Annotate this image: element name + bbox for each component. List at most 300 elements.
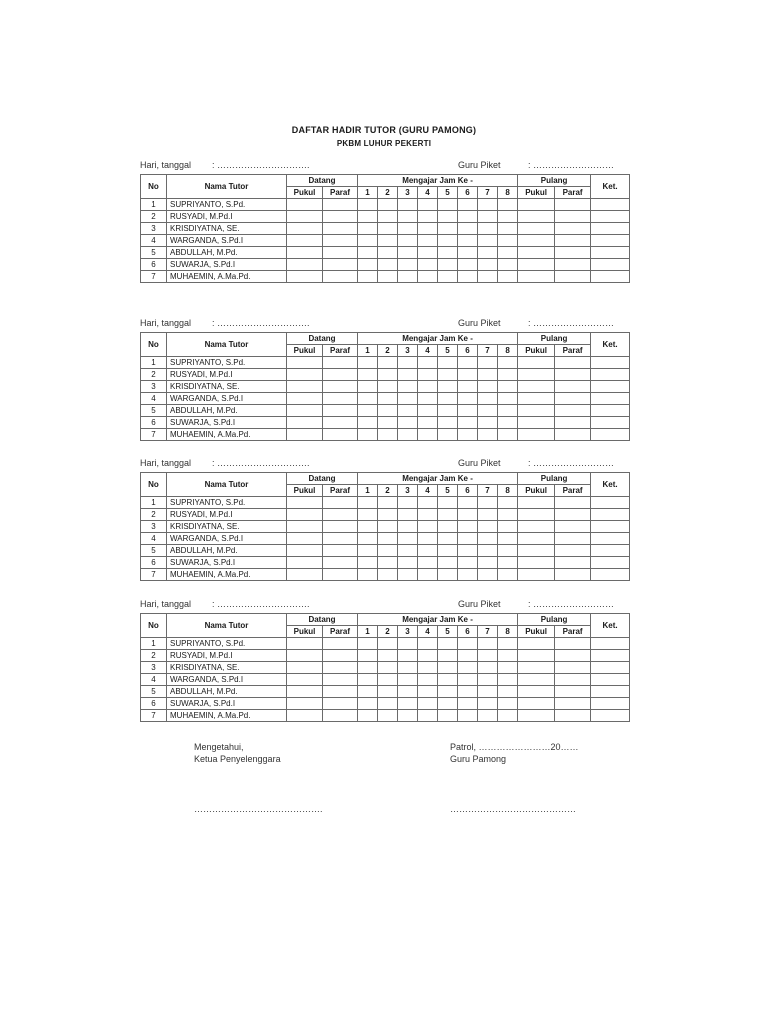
- blank-cell[interactable]: [555, 247, 591, 259]
- blank-cell[interactable]: [398, 393, 418, 405]
- blank-cell[interactable]: [398, 405, 418, 417]
- blank-cell[interactable]: [478, 223, 498, 235]
- blank-cell[interactable]: [458, 223, 478, 235]
- blank-cell[interactable]: [398, 650, 418, 662]
- blank-cell[interactable]: [591, 235, 630, 247]
- blank-cell[interactable]: [498, 533, 518, 545]
- blank-cell[interactable]: [518, 259, 555, 271]
- blank-cell[interactable]: [418, 429, 438, 441]
- blank-cell[interactable]: [438, 662, 458, 674]
- blank-cell[interactable]: [418, 545, 438, 557]
- blank-cell[interactable]: [498, 569, 518, 581]
- blank-cell[interactable]: [478, 710, 498, 722]
- blank-cell[interactable]: [458, 417, 478, 429]
- blank-cell[interactable]: [287, 369, 323, 381]
- blank-cell[interactable]: [555, 223, 591, 235]
- blank-cell[interactable]: [418, 393, 438, 405]
- blank-cell[interactable]: [418, 557, 438, 569]
- blank-cell[interactable]: [358, 247, 378, 259]
- blank-cell[interactable]: [518, 369, 555, 381]
- blank-cell[interactable]: [518, 393, 555, 405]
- blank-cell[interactable]: [287, 199, 323, 211]
- blank-cell[interactable]: [323, 686, 358, 698]
- blank-cell[interactable]: [458, 429, 478, 441]
- blank-cell[interactable]: [438, 686, 458, 698]
- blank-cell[interactable]: [438, 211, 458, 223]
- blank-cell[interactable]: [591, 429, 630, 441]
- blank-cell[interactable]: [478, 662, 498, 674]
- blank-cell[interactable]: [498, 429, 518, 441]
- blank-cell[interactable]: [478, 357, 498, 369]
- blank-cell[interactable]: [591, 247, 630, 259]
- blank-cell[interactable]: [378, 497, 398, 509]
- blank-cell[interactable]: [378, 521, 398, 533]
- blank-cell[interactable]: [478, 199, 498, 211]
- blank-cell[interactable]: [287, 381, 323, 393]
- blank-cell[interactable]: [323, 521, 358, 533]
- blank-cell[interactable]: [591, 417, 630, 429]
- blank-cell[interactable]: [323, 569, 358, 581]
- blank-cell[interactable]: [478, 369, 498, 381]
- blank-cell[interactable]: [438, 674, 458, 686]
- blank-cell[interactable]: [591, 569, 630, 581]
- blank-cell[interactable]: [478, 638, 498, 650]
- blank-cell[interactable]: [478, 674, 498, 686]
- blank-cell[interactable]: [498, 417, 518, 429]
- blank-cell[interactable]: [518, 417, 555, 429]
- blank-cell[interactable]: [358, 417, 378, 429]
- blank-cell[interactable]: [458, 710, 478, 722]
- blank-cell[interactable]: [378, 533, 398, 545]
- blank-cell[interactable]: [398, 545, 418, 557]
- blank-cell[interactable]: [518, 638, 555, 650]
- blank-cell[interactable]: [378, 199, 398, 211]
- blank-cell[interactable]: [398, 199, 418, 211]
- blank-cell[interactable]: [358, 235, 378, 247]
- blank-cell[interactable]: [478, 650, 498, 662]
- blank-cell[interactable]: [323, 545, 358, 557]
- blank-cell[interactable]: [498, 674, 518, 686]
- blank-cell[interactable]: [358, 381, 378, 393]
- blank-cell[interactable]: [518, 405, 555, 417]
- blank-cell[interactable]: [458, 557, 478, 569]
- blank-cell[interactable]: [378, 357, 398, 369]
- blank-cell[interactable]: [591, 405, 630, 417]
- blank-cell[interactable]: [458, 369, 478, 381]
- blank-cell[interactable]: [591, 223, 630, 235]
- blank-cell[interactable]: [418, 686, 438, 698]
- blank-cell[interactable]: [478, 509, 498, 521]
- blank-cell[interactable]: [287, 662, 323, 674]
- blank-cell[interactable]: [418, 199, 438, 211]
- blank-cell[interactable]: [323, 662, 358, 674]
- blank-cell[interactable]: [555, 497, 591, 509]
- blank-cell[interactable]: [418, 521, 438, 533]
- blank-cell[interactable]: [458, 357, 478, 369]
- blank-cell[interactable]: [555, 674, 591, 686]
- blank-cell[interactable]: [418, 650, 438, 662]
- blank-cell[interactable]: [518, 710, 555, 722]
- blank-cell[interactable]: [358, 369, 378, 381]
- blank-cell[interactable]: [418, 638, 438, 650]
- blank-cell[interactable]: [438, 235, 458, 247]
- blank-cell[interactable]: [555, 521, 591, 533]
- blank-cell[interactable]: [398, 533, 418, 545]
- blank-cell[interactable]: [478, 569, 498, 581]
- blank-cell[interactable]: [458, 271, 478, 283]
- blank-cell[interactable]: [458, 569, 478, 581]
- blank-cell[interactable]: [323, 199, 358, 211]
- blank-cell[interactable]: [358, 211, 378, 223]
- blank-cell[interactable]: [498, 650, 518, 662]
- blank-cell[interactable]: [518, 521, 555, 533]
- blank-cell[interactable]: [518, 357, 555, 369]
- blank-cell[interactable]: [358, 698, 378, 710]
- blank-cell[interactable]: [438, 569, 458, 581]
- blank-cell[interactable]: [323, 223, 358, 235]
- blank-cell[interactable]: [438, 698, 458, 710]
- blank-cell[interactable]: [555, 686, 591, 698]
- blank-cell[interactable]: [358, 569, 378, 581]
- blank-cell[interactable]: [498, 710, 518, 722]
- blank-cell[interactable]: [555, 417, 591, 429]
- blank-cell[interactable]: [518, 247, 555, 259]
- blank-cell[interactable]: [358, 710, 378, 722]
- blank-cell[interactable]: [358, 545, 378, 557]
- blank-cell[interactable]: [555, 698, 591, 710]
- blank-cell[interactable]: [378, 429, 398, 441]
- blank-cell[interactable]: [438, 381, 458, 393]
- blank-cell[interactable]: [591, 199, 630, 211]
- blank-cell[interactable]: [438, 650, 458, 662]
- blank-cell[interactable]: [518, 509, 555, 521]
- blank-cell[interactable]: [591, 674, 630, 686]
- blank-cell[interactable]: [458, 650, 478, 662]
- blank-cell[interactable]: [518, 271, 555, 283]
- blank-cell[interactable]: [378, 393, 398, 405]
- blank-cell[interactable]: [498, 521, 518, 533]
- blank-cell[interactable]: [378, 235, 398, 247]
- blank-cell[interactable]: [418, 509, 438, 521]
- blank-cell[interactable]: [323, 497, 358, 509]
- blank-cell[interactable]: [458, 662, 478, 674]
- blank-cell[interactable]: [498, 369, 518, 381]
- blank-cell[interactable]: [498, 223, 518, 235]
- blank-cell[interactable]: [418, 417, 438, 429]
- blank-cell[interactable]: [287, 259, 323, 271]
- blank-cell[interactable]: [418, 381, 438, 393]
- blank-cell[interactable]: [398, 698, 418, 710]
- blank-cell[interactable]: [398, 521, 418, 533]
- blank-cell[interactable]: [555, 509, 591, 521]
- blank-cell[interactable]: [478, 235, 498, 247]
- blank-cell[interactable]: [498, 235, 518, 247]
- blank-cell[interactable]: [498, 393, 518, 405]
- blank-cell[interactable]: [323, 557, 358, 569]
- blank-cell[interactable]: [555, 662, 591, 674]
- blank-cell[interactable]: [358, 271, 378, 283]
- blank-cell[interactable]: [438, 545, 458, 557]
- blank-cell[interactable]: [438, 497, 458, 509]
- blank-cell[interactable]: [591, 557, 630, 569]
- blank-cell[interactable]: [323, 235, 358, 247]
- blank-cell[interactable]: [438, 521, 458, 533]
- blank-cell[interactable]: [323, 417, 358, 429]
- blank-cell[interactable]: [287, 674, 323, 686]
- blank-cell[interactable]: [287, 429, 323, 441]
- blank-cell[interactable]: [398, 557, 418, 569]
- blank-cell[interactable]: [498, 259, 518, 271]
- blank-cell[interactable]: [458, 199, 478, 211]
- blank-cell[interactable]: [458, 686, 478, 698]
- blank-cell[interactable]: [478, 271, 498, 283]
- blank-cell[interactable]: [378, 545, 398, 557]
- blank-cell[interactable]: [591, 686, 630, 698]
- blank-cell[interactable]: [518, 662, 555, 674]
- blank-cell[interactable]: [378, 211, 398, 223]
- blank-cell[interactable]: [438, 223, 458, 235]
- blank-cell[interactable]: [498, 497, 518, 509]
- blank-cell[interactable]: [518, 569, 555, 581]
- blank-cell[interactable]: [498, 545, 518, 557]
- blank-cell[interactable]: [378, 259, 398, 271]
- blank-cell[interactable]: [458, 381, 478, 393]
- blank-cell[interactable]: [591, 638, 630, 650]
- blank-cell[interactable]: [398, 710, 418, 722]
- blank-cell[interactable]: [323, 247, 358, 259]
- blank-cell[interactable]: [378, 381, 398, 393]
- blank-cell[interactable]: [518, 545, 555, 557]
- blank-cell[interactable]: [591, 369, 630, 381]
- blank-cell[interactable]: [323, 638, 358, 650]
- blank-cell[interactable]: [478, 521, 498, 533]
- blank-cell[interactable]: [287, 638, 323, 650]
- blank-cell[interactable]: [287, 497, 323, 509]
- blank-cell[interactable]: [398, 223, 418, 235]
- blank-cell[interactable]: [458, 698, 478, 710]
- blank-cell[interactable]: [438, 199, 458, 211]
- blank-cell[interactable]: [323, 533, 358, 545]
- blank-cell[interactable]: [358, 686, 378, 698]
- blank-cell[interactable]: [378, 674, 398, 686]
- blank-cell[interactable]: [478, 211, 498, 223]
- blank-cell[interactable]: [418, 674, 438, 686]
- blank-cell[interactable]: [498, 509, 518, 521]
- blank-cell[interactable]: [478, 393, 498, 405]
- blank-cell[interactable]: [398, 381, 418, 393]
- blank-cell[interactable]: [591, 271, 630, 283]
- blank-cell[interactable]: [555, 569, 591, 581]
- blank-cell[interactable]: [418, 497, 438, 509]
- blank-cell[interactable]: [358, 509, 378, 521]
- blank-cell[interactable]: [418, 405, 438, 417]
- blank-cell[interactable]: [323, 650, 358, 662]
- blank-cell[interactable]: [478, 533, 498, 545]
- blank-cell[interactable]: [555, 369, 591, 381]
- blank-cell[interactable]: [498, 405, 518, 417]
- blank-cell[interactable]: [323, 509, 358, 521]
- blank-cell[interactable]: [323, 271, 358, 283]
- blank-cell[interactable]: [287, 405, 323, 417]
- blank-cell[interactable]: [478, 417, 498, 429]
- blank-cell[interactable]: [498, 199, 518, 211]
- blank-cell[interactable]: [418, 223, 438, 235]
- blank-cell[interactable]: [555, 429, 591, 441]
- blank-cell[interactable]: [358, 638, 378, 650]
- blank-cell[interactable]: [358, 521, 378, 533]
- blank-cell[interactable]: [323, 674, 358, 686]
- blank-cell[interactable]: [438, 417, 458, 429]
- blank-cell[interactable]: [323, 259, 358, 271]
- blank-cell[interactable]: [378, 650, 398, 662]
- blank-cell[interactable]: [398, 497, 418, 509]
- blank-cell[interactable]: [478, 497, 498, 509]
- blank-cell[interactable]: [591, 381, 630, 393]
- blank-cell[interactable]: [498, 271, 518, 283]
- blank-cell[interactable]: [438, 429, 458, 441]
- blank-cell[interactable]: [438, 247, 458, 259]
- blank-cell[interactable]: [398, 259, 418, 271]
- blank-cell[interactable]: [458, 638, 478, 650]
- blank-cell[interactable]: [498, 211, 518, 223]
- blank-cell[interactable]: [518, 557, 555, 569]
- blank-cell[interactable]: [518, 674, 555, 686]
- blank-cell[interactable]: [323, 393, 358, 405]
- blank-cell[interactable]: [478, 405, 498, 417]
- blank-cell[interactable]: [418, 569, 438, 581]
- blank-cell[interactable]: [518, 429, 555, 441]
- blank-cell[interactable]: [478, 259, 498, 271]
- blank-cell[interactable]: [591, 533, 630, 545]
- blank-cell[interactable]: [555, 199, 591, 211]
- blank-cell[interactable]: [518, 497, 555, 509]
- blank-cell[interactable]: [478, 557, 498, 569]
- blank-cell[interactable]: [378, 247, 398, 259]
- blank-cell[interactable]: [378, 638, 398, 650]
- blank-cell[interactable]: [358, 533, 378, 545]
- blank-cell[interactable]: [438, 393, 458, 405]
- blank-cell[interactable]: [358, 357, 378, 369]
- blank-cell[interactable]: [591, 509, 630, 521]
- blank-cell[interactable]: [378, 557, 398, 569]
- blank-cell[interactable]: [518, 235, 555, 247]
- blank-cell[interactable]: [518, 686, 555, 698]
- blank-cell[interactable]: [287, 698, 323, 710]
- blank-cell[interactable]: [458, 259, 478, 271]
- blank-cell[interactable]: [287, 545, 323, 557]
- blank-cell[interactable]: [518, 650, 555, 662]
- blank-cell[interactable]: [287, 650, 323, 662]
- blank-cell[interactable]: [378, 710, 398, 722]
- blank-cell[interactable]: [398, 247, 418, 259]
- blank-cell[interactable]: [498, 638, 518, 650]
- blank-cell[interactable]: [378, 405, 398, 417]
- blank-cell[interactable]: [555, 259, 591, 271]
- blank-cell[interactable]: [478, 686, 498, 698]
- blank-cell[interactable]: [418, 369, 438, 381]
- blank-cell[interactable]: [555, 710, 591, 722]
- blank-cell[interactable]: [591, 497, 630, 509]
- blank-cell[interactable]: [555, 393, 591, 405]
- blank-cell[interactable]: [287, 569, 323, 581]
- blank-cell[interactable]: [358, 557, 378, 569]
- blank-cell[interactable]: [287, 357, 323, 369]
- blank-cell[interactable]: [398, 686, 418, 698]
- blank-cell[interactable]: [438, 369, 458, 381]
- blank-cell[interactable]: [398, 429, 418, 441]
- blank-cell[interactable]: [358, 674, 378, 686]
- blank-cell[interactable]: [518, 698, 555, 710]
- blank-cell[interactable]: [398, 357, 418, 369]
- blank-cell[interactable]: [398, 271, 418, 283]
- blank-cell[interactable]: [418, 357, 438, 369]
- blank-cell[interactable]: [378, 686, 398, 698]
- blank-cell[interactable]: [378, 369, 398, 381]
- blank-cell[interactable]: [458, 545, 478, 557]
- blank-cell[interactable]: [418, 710, 438, 722]
- blank-cell[interactable]: [458, 211, 478, 223]
- blank-cell[interactable]: [323, 369, 358, 381]
- blank-cell[interactable]: [498, 557, 518, 569]
- blank-cell[interactable]: [358, 650, 378, 662]
- blank-cell[interactable]: [555, 533, 591, 545]
- blank-cell[interactable]: [358, 223, 378, 235]
- blank-cell[interactable]: [418, 698, 438, 710]
- blank-cell[interactable]: [438, 509, 458, 521]
- blank-cell[interactable]: [323, 211, 358, 223]
- blank-cell[interactable]: [358, 199, 378, 211]
- blank-cell[interactable]: [591, 393, 630, 405]
- blank-cell[interactable]: [518, 199, 555, 211]
- blank-cell[interactable]: [498, 381, 518, 393]
- blank-cell[interactable]: [418, 247, 438, 259]
- blank-cell[interactable]: [555, 357, 591, 369]
- blank-cell[interactable]: [287, 686, 323, 698]
- blank-cell[interactable]: [398, 417, 418, 429]
- blank-cell[interactable]: [591, 698, 630, 710]
- blank-cell[interactable]: [418, 211, 438, 223]
- blank-cell[interactable]: [287, 521, 323, 533]
- blank-cell[interactable]: [518, 223, 555, 235]
- blank-cell[interactable]: [358, 405, 378, 417]
- blank-cell[interactable]: [498, 247, 518, 259]
- blank-cell[interactable]: [438, 405, 458, 417]
- blank-cell[interactable]: [478, 429, 498, 441]
- blank-cell[interactable]: [323, 429, 358, 441]
- blank-cell[interactable]: [287, 223, 323, 235]
- blank-cell[interactable]: [458, 393, 478, 405]
- blank-cell[interactable]: [287, 417, 323, 429]
- blank-cell[interactable]: [358, 662, 378, 674]
- blank-cell[interactable]: [555, 405, 591, 417]
- blank-cell[interactable]: [378, 569, 398, 581]
- blank-cell[interactable]: [555, 545, 591, 557]
- blank-cell[interactable]: [498, 698, 518, 710]
- blank-cell[interactable]: [358, 393, 378, 405]
- blank-cell[interactable]: [458, 509, 478, 521]
- blank-cell[interactable]: [458, 497, 478, 509]
- blank-cell[interactable]: [478, 247, 498, 259]
- blank-cell[interactable]: [398, 211, 418, 223]
- blank-cell[interactable]: [555, 650, 591, 662]
- blank-cell[interactable]: [323, 710, 358, 722]
- blank-cell[interactable]: [398, 235, 418, 247]
- blank-cell[interactable]: [518, 533, 555, 545]
- blank-cell[interactable]: [287, 211, 323, 223]
- blank-cell[interactable]: [398, 674, 418, 686]
- blank-cell[interactable]: [378, 698, 398, 710]
- blank-cell[interactable]: [398, 662, 418, 674]
